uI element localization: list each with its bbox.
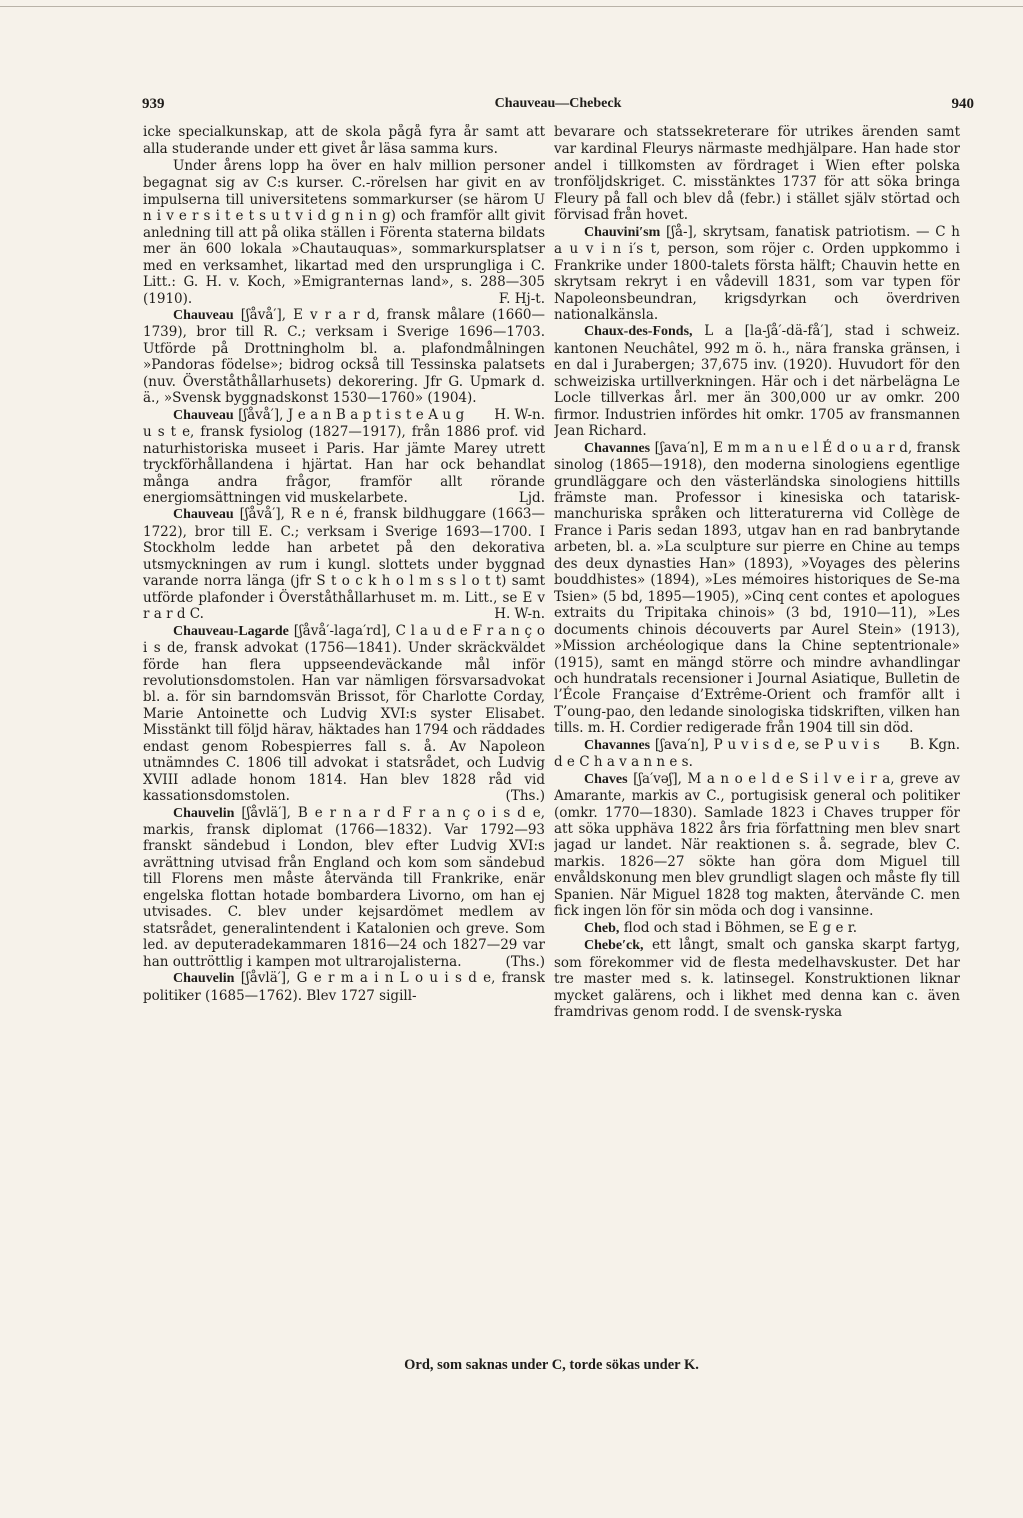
- entry: [554, 920, 960, 937]
- entry: [143, 158, 545, 307]
- entry-text: [ʃåvå′-laga′rd], C l a u d e F r a n ç o i s de, fransk advokat (1756—1841). Under skräckväldet förde han flera uppseendeväckande mål inför revolutionsdomstolen. Han var nämligen försvarsadvokat bl. a. för sin barndomsvän Brissot, för Charlotte Corday, Marie Antoinette och Ludvig XVI:s syster Elisabet. Misstänkt till följd härav, häktades han 1794 och räddades endast genom Robespierres fall s. å. Av Napoleon utnämndes C. 1806 till advokat i statsrådet, och Ludvig XVIII adlade honom 1814. Han blev 1828 råd vid kassationsdomstolen.: [143, 622, 545, 805]
- entry-headword: Chaux-des-Fonds,: [584, 324, 693, 340]
- entry-text: [ʃåvlä′], G e r m a i n L o u i s d e, fransk politiker (1685—1762). Blev 1727 sigill-: [143, 970, 545, 1004]
- entry-headword: Chauveau: [173, 407, 234, 423]
- entry-headword: Chebe′ck,: [584, 938, 644, 954]
- entry-text: [ʃå-], skrytsam, fanatisk patriotism. — C h a u v i n i′s t, person, som röjer c. Orden uppkommo i Frankrike under 1800-talets första hälft; Chauvin hette en skrytsam rekryt i en vådevill 1831, som var typen för Napoleonsbeundran, krigsdyrkan och överdriven nationalkänsla.: [554, 223, 960, 323]
- entry-text: bevarare och statssekreterare för utrikes ärenden samt var kardinal Fleurys närmaste medhjälpare. Han hade stor andel i tillkomsten av fördraget i Wien efter polska tronföljdskriget. C. misstänktes 1737 för att söka bringa Fleury på fall och blev då (febr.) i stället själv störtad och förvisad från hovet.: [554, 124, 960, 224]
- left-column: [143, 124, 545, 1352]
- entry-signature: (Ths.): [505, 788, 545, 805]
- entry-headword: Chauvelin: [173, 971, 235, 987]
- entry-headword: Chauveau: [173, 507, 234, 523]
- entry-text: [ʃa′vəʃ], M a n o e l d e S i l v e i r a, greve av Amarante, markis av C., portugisisk general och politiker (omkr. 1770—1830). Samlade 1823 i Chaves trupper för att söka upphäva 1822 års fria författning men blev snart jagad ur landet. När reaktionen s. å. segrade, blev C. markis. 1826—27 sökte han göra dom Miguel till envåldskonung men blev grundligt slagen och måste fly till Spanien. När Miguel 1828 tog makten, återvände C. men fick ingen lön för sin möda och dog i vansinne.: [554, 770, 960, 920]
- entry-signature: Ljd.: [518, 489, 545, 506]
- entry-headword: Chauvelin: [173, 805, 235, 821]
- entry-text: [ʃåvå′], R e n é, fransk bildhuggare (1663—1722), bror till E. C.; verksam i Sverige 1693—1700. I Stockholm ledde han arbetet på den dekorativa utsmyckningen av rum i kungl. slottets under byggnad varande norra länga (jfr S t o c k h o l m s s l o t t) samt utförde plafonder i Överståthållarhuset m. m. Litt., se E v r a r d C.: [143, 506, 545, 623]
- entry: [143, 970, 545, 1004]
- entry-text: [ʃava′n], E m m a n u e l É d o u a r d, fransk sinolog (1865—1918), den moderna sinologiens egentlige grundläggare och den västerländska sinologiens hittills främste man. Professor i kinesiska och tatarisk-manchuriska språken och litteraturerna vid Collège de France i Paris sedan 1893, utgav han en rad banbrytande arbeten, bl. a. »La sculpture sur pierre en Chine au temps des deux dynasties Han» (1893), »Voyages des pèlerins bouddhistes» (1894), »Les mémoires historiques de Se-ma Tsien» (5 bd, 1895—1905), »Cinq cent contes et apologues extraits du Tripitaka chinois» (3 bd, 1910—11), »Les documents chinois découverts par Aurel Stein» (1913), »Mission archéologique dans la Chine septentrionale» (1915), samt en mängd större och mindre avhandlingar och hundratals recensioner i Journal Asiatique, Bulletin de l’École Française d’Extrême-Orient och framför allt i T’oung-pao, den ledande sinologiska tidskriften, vilken han tills. m. H. Cordier redigerade från 1904 till sin död.: [554, 439, 960, 737]
- entry-headword: Chauveau: [173, 307, 234, 323]
- entry-headword: Chauvini′sm: [584, 224, 661, 240]
- entry-signature: B. Kgn.: [909, 736, 960, 753]
- entry-headword: Chauveau-Lagarde: [173, 623, 289, 639]
- entry-signature: H. W-n.: [494, 406, 545, 423]
- entry-text: ett långt, smalt och ganska skarpt fartyg, som förekommer vid de flesta medelhavskuster. Det har tre master med s. k. latinsegel. Konstruktionen liknar mycket galärens, och i likhet med denna kan c. även framdrivas genom rodd. I de svensk-ryska: [554, 937, 960, 1021]
- page-header: [142, 96, 974, 120]
- entry: [554, 323, 960, 439]
- entry-signature: H. W-n.: [494, 606, 545, 623]
- entry: [554, 937, 960, 1020]
- entry-text: [ʃava′n], P u v i s d e, se P u v i s d e C h a v a n n e s.: [554, 736, 880, 771]
- right-column: [554, 124, 960, 1352]
- entry-headword: Chaves: [584, 771, 628, 787]
- entry: [143, 623, 545, 805]
- entry: [143, 506, 545, 622]
- entry-text: [ʃåvå′], E v r a r d, fransk målare (1660—1739), bror till R. C.; verksam i Sverige 1696—1703. Utförde på Drottningholm bl. a. plafondmålningen »Pandoras födelse»; bidrog också till Tessinska palatsets (nuv. Överståthållarhusets) dekorering. Jfr G. Upmark d. ä., »Svensk byggnadskonst 1530—1760» (1904).: [143, 306, 545, 407]
- entry-signature: F. Hj-t.: [498, 290, 545, 307]
- entry-text: Under årens lopp ha över en halv million personer begagnat sig av C:s kurser. C.-rörelsen har givit en av impulserna till universitetens sommarkurser (se härom U n i v e r s i t e t s u t v i d g n i n g) och framför allt givit anledning till att på olika ställen i Förenta staterna bildats mer än 600 lokala »Chautauquas», sommarkursplatser med en verksamhet, likartad med den ursprungliga i C. Litt.: G. H. v. Koch, »Emigranternas land», s. 288—305 (1910).: [143, 157, 545, 307]
- entry: [554, 771, 960, 920]
- footer-note: Ord, som saknas under C, torde sökas under K.: [404, 1357, 699, 1373]
- entry: [143, 124, 545, 158]
- page-number-left: 939: [142, 96, 165, 112]
- entry-headword: Chavannes: [584, 737, 651, 753]
- entry-text: L a [la-ʃå′-dä-få′], stad i schweiz. kantonen Neuchâtel, 992 m ö. h., nära franska gränsen, i en dal i Jurabergen; 37,675 inv. (1920). Huvudort för den schweiziska urtillverkningen. Här och i det närbelägna Le Locle tillverkas årl. mer än 300,000 ur av omkr. 200 firmor. Industrien infördes hit omkr. 1705 av fransmannen Jean Richard.: [554, 323, 960, 440]
- entry-headword: Cheb,: [584, 920, 620, 936]
- running-head: Chauveau—Chebeck: [494, 96, 622, 111]
- entry: [554, 224, 960, 324]
- entry-text: flod och stad i Böhmen, se E g e r.: [623, 919, 858, 936]
- top-edge-rule: [0, 6, 1023, 7]
- entry-text: [ʃåvlä′], B e r n a r d F r a n ç o i s d e, markis, fransk diplomat (1766—1832). Var 1792—93 franskt sändebud i London, blev efter Ludvig XVI:s avrättning utvisad från England och kom som sändebud till Florens men måste återvända till Frankrike, enär engelska flottan hotade bombardera Livorno, om han ej utvisades. C. blev under kejsardömet medlem av statsrådet, generalintendent i Katalonien och greve. Som led. av deputeradekammaren 1816—24 och 1827—29 var han outtröttlig i kampen mot ultrarojalisterna.: [143, 804, 545, 970]
- entry: [143, 306, 545, 423]
- entry: [554, 439, 960, 753]
- entry-headword: Chavannes: [584, 440, 651, 456]
- page-number-right: 940: [951, 96, 974, 112]
- entry-text: icke specialkunskap, att de skola pågå fyra år samt att alla studerande under ett givet år läsa samma kurs.: [143, 124, 545, 158]
- entry: [143, 805, 545, 971]
- entry-text: [ʃåvå′], J e a n B a p t i s t e A u g u s t e, fransk fysiolog (1827—1917), från 1886 prof. vid naturhistoriska museet i Paris. Har jämte Marey utrett tryckförhållandena i hjärtat. Han har ock behandlat många andra frågor, framför allt rörande energiomsättningen vid muskelarbete.: [143, 406, 545, 506]
- entry: [554, 124, 960, 224]
- entry-signature: (Ths.): [505, 953, 545, 970]
